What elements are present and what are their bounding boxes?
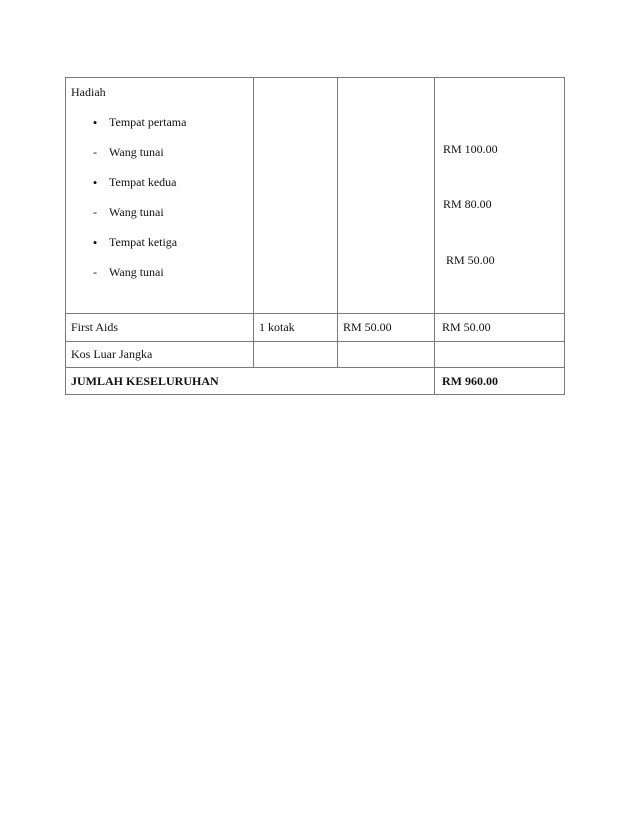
list-item (66, 235, 253, 251)
hadiah-title: Hadiah (71, 85, 106, 99)
list-item (66, 115, 253, 131)
bullet-icon: • (92, 115, 98, 130)
bullet-icon: • (92, 235, 98, 250)
list-item-label: Tempat ketiga (109, 235, 178, 249)
table-row (66, 314, 565, 342)
amount-third: RM 50.00 (446, 253, 495, 267)
list-item-label: Tempat pertama (109, 115, 187, 129)
list-item (66, 175, 253, 191)
cell-hadiah-item (66, 78, 254, 314)
cell-unit-price (338, 342, 435, 368)
dash-icon: - (93, 265, 97, 279)
list-item-label: Wang tunai (109, 205, 164, 219)
cell-item: First Aids (66, 314, 254, 342)
bullet-icon: • (92, 175, 98, 190)
cell-hadiah-unit-price (338, 78, 435, 314)
dash-icon: - (93, 145, 97, 159)
list-item (66, 205, 253, 221)
grand-total-value: RM 960.00 (435, 368, 565, 395)
cell-hadiah-total (435, 78, 565, 314)
list-item (66, 265, 253, 281)
cell-total: RM 50.00 (435, 314, 565, 342)
budget-table (65, 77, 565, 395)
dash-icon: - (93, 205, 97, 219)
grand-total-label: JUMLAH KESELURUHAN (66, 368, 435, 395)
list-item-label: Wang tunai (109, 265, 164, 279)
amount-first: RM 100.00 (443, 142, 498, 156)
cell-hadiah-qty (254, 78, 338, 314)
cell-item: Kos Luar Jangka (66, 342, 254, 368)
cell-total (435, 342, 565, 368)
cell-qty: 1 kotak (254, 314, 338, 342)
table-row-hadiah (66, 78, 565, 314)
amount-second: RM 80.00 (443, 197, 492, 211)
cell-qty (254, 342, 338, 368)
table-row-total (66, 368, 565, 395)
list-item-label: Tempat kedua (109, 175, 177, 189)
list-item-label: Wang tunai (109, 145, 164, 159)
cell-unit-price: RM 50.00 (338, 314, 435, 342)
list-item (66, 145, 253, 161)
table-row (66, 342, 565, 368)
